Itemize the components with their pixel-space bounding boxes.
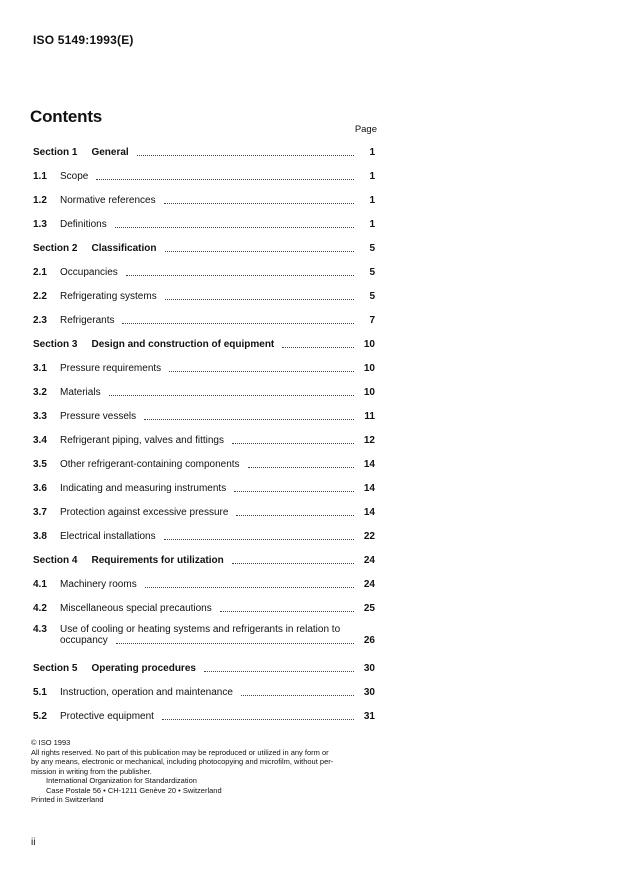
toc-entry bbox=[33, 457, 375, 471]
toc-entry bbox=[33, 601, 375, 615]
entry-page: 25 bbox=[363, 603, 375, 614]
document-header: ISO 5149:1993(E) bbox=[33, 33, 134, 47]
dot-leader bbox=[232, 443, 354, 444]
entry-number: 4.3 bbox=[33, 624, 47, 635]
entry-number: 1.3 bbox=[33, 219, 47, 230]
entry-number: 5.2 bbox=[33, 711, 47, 722]
entry-label: Requirements for utilization bbox=[91, 555, 224, 566]
entry-page: 11 bbox=[364, 411, 375, 422]
entry-number: 3.7 bbox=[33, 507, 47, 518]
entry-page: 7 bbox=[369, 315, 375, 326]
entry-number: 5.1 bbox=[33, 687, 47, 698]
toc-entry bbox=[33, 169, 375, 183]
toc-section bbox=[33, 337, 375, 351]
toc-entry bbox=[33, 709, 375, 723]
page-title: Contents bbox=[30, 107, 103, 126]
rights-line: All rights reserved. No part of this publication may be reproduced or utilized in any form or bbox=[31, 747, 329, 757]
entry-page: 30 bbox=[363, 687, 375, 698]
entry-number: 3.1 bbox=[33, 363, 47, 374]
toc-entry bbox=[33, 529, 375, 543]
entry-page: 5 bbox=[369, 267, 375, 278]
entry-label: Refrigerant piping, valves and fittings bbox=[60, 435, 224, 446]
entry-label: Use of cooling or heating systems and refrigerants in relation to bbox=[60, 624, 341, 635]
entry-label: Materials bbox=[60, 387, 101, 398]
entry-page: 10 bbox=[363, 387, 375, 398]
entry-number: 4.2 bbox=[33, 603, 47, 614]
entry-label: Protection against excessive pressure bbox=[60, 507, 229, 518]
entry-page: 14 bbox=[363, 459, 375, 470]
toc-entry bbox=[33, 409, 375, 423]
dot-leader bbox=[162, 719, 354, 720]
entry-label: Normative references bbox=[60, 195, 156, 206]
dot-leader bbox=[96, 179, 354, 180]
entry-page: 22 bbox=[363, 531, 375, 542]
entry-page: 1 bbox=[369, 195, 375, 206]
toc-entry bbox=[33, 505, 375, 519]
section-number: Section 2 bbox=[33, 243, 78, 254]
entry-page: 26 bbox=[363, 635, 375, 646]
entry-label: General bbox=[91, 147, 129, 158]
toc-section bbox=[33, 145, 375, 159]
page-number: ii bbox=[31, 837, 36, 848]
entry-page: 10 bbox=[363, 363, 375, 374]
entry-label: Definitions bbox=[60, 219, 107, 230]
dot-leader bbox=[236, 515, 354, 516]
dot-leader bbox=[248, 467, 354, 468]
dot-leader bbox=[164, 539, 354, 540]
toc-section bbox=[33, 241, 375, 255]
dot-leader bbox=[165, 299, 354, 300]
dot-leader bbox=[122, 323, 354, 324]
entry-number: 1.1 bbox=[33, 171, 47, 182]
entry-page: 5 bbox=[369, 291, 375, 302]
entry-page: 10 bbox=[363, 339, 375, 350]
entry-number: 3.8 bbox=[33, 531, 47, 542]
rights-line: mission in writing from the publisher. bbox=[31, 766, 152, 776]
copyright-line: © ISO 1993 bbox=[31, 738, 71, 747]
page-column-label: Page bbox=[354, 124, 377, 135]
section-number: Section 3 bbox=[33, 339, 78, 350]
entry-number: 3.5 bbox=[33, 459, 47, 470]
dot-leader bbox=[165, 251, 355, 252]
dot-leader bbox=[282, 347, 354, 348]
entry-number: 2.3 bbox=[33, 315, 47, 326]
entry-label: Machinery rooms bbox=[60, 579, 137, 590]
toc-entry bbox=[33, 217, 375, 231]
toc-entry bbox=[33, 577, 375, 591]
entry-label: Design and construction of equipment bbox=[91, 339, 275, 350]
entry-number: 3.2 bbox=[33, 387, 47, 398]
section-number: Section 1 bbox=[33, 147, 78, 158]
dot-leader bbox=[204, 671, 354, 672]
entry-page: 1 bbox=[369, 147, 375, 158]
entry-label: Protective equipment bbox=[60, 711, 154, 722]
entry-number: 3.6 bbox=[33, 483, 47, 494]
toc-entry bbox=[33, 433, 375, 447]
entry-page: 12 bbox=[363, 435, 375, 446]
entry-label: Operating procedures bbox=[91, 663, 196, 674]
toc-section bbox=[33, 553, 375, 567]
copyright-notice bbox=[31, 738, 381, 805]
dot-leader bbox=[109, 395, 354, 396]
toc-entry bbox=[33, 289, 375, 303]
dot-leader bbox=[232, 563, 354, 564]
toc-entry bbox=[33, 685, 375, 699]
entry-page: 1 bbox=[369, 171, 375, 182]
entry-page: 14 bbox=[363, 507, 375, 518]
entry-number: 3.3 bbox=[33, 411, 47, 422]
toc-entry bbox=[33, 481, 375, 495]
entry-number: 2.1 bbox=[33, 267, 47, 278]
entry-page: 30 bbox=[363, 663, 375, 674]
entry-number: 4.1 bbox=[33, 579, 47, 590]
entry-page: 31 bbox=[363, 711, 375, 722]
toc-entry bbox=[33, 265, 375, 279]
toc-entry bbox=[33, 313, 375, 327]
entry-label: Instruction, operation and maintenance bbox=[60, 687, 233, 698]
entry-page: 24 bbox=[363, 555, 375, 566]
entry-number: 2.2 bbox=[33, 291, 47, 302]
dot-leader bbox=[164, 203, 354, 204]
organization-address: Case Postale 56 • CH-1211 Genève 20 • Switzerland bbox=[46, 785, 222, 795]
entry-number: 3.4 bbox=[33, 435, 47, 446]
dot-leader bbox=[169, 371, 354, 372]
toc-entry bbox=[33, 361, 375, 375]
organization-name: International Organization for Standardization bbox=[46, 776, 197, 785]
dot-leader bbox=[145, 587, 354, 588]
entry-label: Electrical installations bbox=[60, 531, 156, 542]
entry-number: 1.2 bbox=[33, 195, 47, 206]
entry-page: 24 bbox=[363, 579, 375, 590]
section-number: Section 4 bbox=[33, 555, 78, 566]
rights-line: by any means, electronic or mechanical, including photocopying and microfilm, without per- bbox=[31, 757, 334, 766]
entry-label: Indicating and measuring instruments bbox=[60, 483, 227, 494]
dot-leader bbox=[220, 611, 354, 612]
entry-label: Miscellaneous special precautions bbox=[60, 603, 212, 614]
section-number: Section 5 bbox=[33, 663, 78, 674]
toc-entry bbox=[33, 385, 375, 399]
entry-label: Scope bbox=[60, 171, 89, 182]
entry-label: Refrigerating systems bbox=[60, 291, 157, 302]
dot-leader bbox=[115, 227, 354, 228]
toc-entry bbox=[33, 193, 375, 207]
printed-location: Printed in Switzerland bbox=[31, 795, 104, 804]
dot-leader bbox=[241, 695, 354, 696]
entry-label: Pressure vessels bbox=[60, 411, 137, 422]
dot-leader bbox=[144, 419, 354, 420]
entry-page: 14 bbox=[363, 483, 375, 494]
entry-page: 5 bbox=[369, 243, 375, 254]
dot-leader bbox=[137, 155, 354, 156]
entry-label: Classification bbox=[91, 243, 157, 254]
toc-section bbox=[33, 661, 375, 675]
entry-label: Pressure requirements bbox=[60, 363, 162, 374]
dot-leader bbox=[234, 491, 354, 492]
entry-label: Occupancies bbox=[60, 267, 118, 278]
dot-leader bbox=[126, 275, 354, 276]
entry-label: Other refrigerant-containing components bbox=[60, 459, 240, 470]
dot-leader bbox=[116, 643, 354, 644]
entry-page: 1 bbox=[369, 219, 375, 230]
entry-label: Refrigerants bbox=[60, 315, 115, 326]
entry-label: occupancy bbox=[60, 635, 108, 646]
